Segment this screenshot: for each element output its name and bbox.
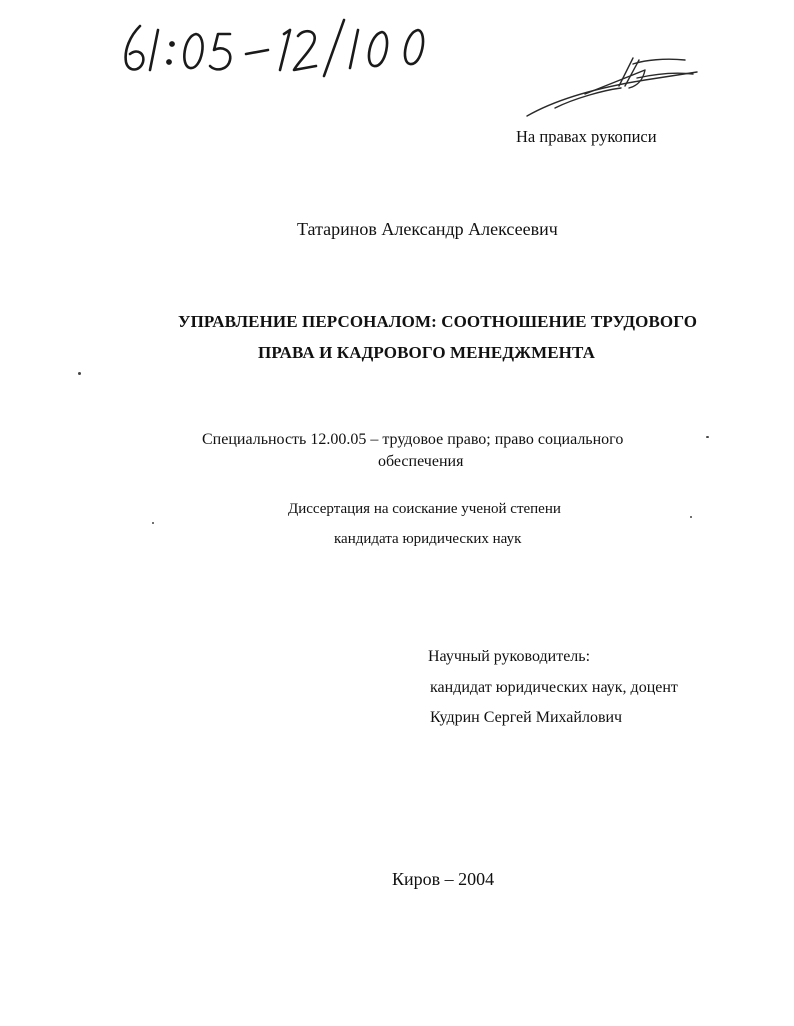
scan-speck (706, 436, 709, 438)
supervisor-degree: кандидат юридических наук, доцент (430, 679, 678, 696)
signature (525, 50, 700, 120)
thesis-title-line-2: ПРАВА И КАДРОВОГО МЕНЕДЖМЕНТА (258, 343, 595, 362)
scan-speck (152, 522, 154, 524)
scan-speck (690, 516, 692, 518)
specialty-line-2: обеспечения (378, 453, 464, 470)
degree-purpose-line-2: кандидата юридических наук (334, 531, 522, 547)
manuscript-rights-note: На правах рукописи (516, 127, 657, 146)
degree-purpose-line-1: Диссертация на соискание ученой степени (288, 501, 561, 517)
specialty-line-1: Специальность 12.00.05 – трудовое право; право социального (202, 431, 624, 448)
supervisor-name: Кудрин Сергей Михайлович (430, 709, 623, 726)
handwritten-archive-code (118, 14, 458, 80)
thesis-title-line-1: УПРАВЛЕНИЕ ПЕРСОНАЛОМ: СООТНОШЕНИЕ ТРУДОВОГО (178, 312, 698, 331)
supervisor-heading: Научный руководитель: (428, 648, 591, 665)
author-name: Татаринов Александр Алексеевич (297, 219, 558, 239)
scan-speck (78, 372, 81, 375)
place-and-year: Киров – 2004 (392, 869, 495, 889)
